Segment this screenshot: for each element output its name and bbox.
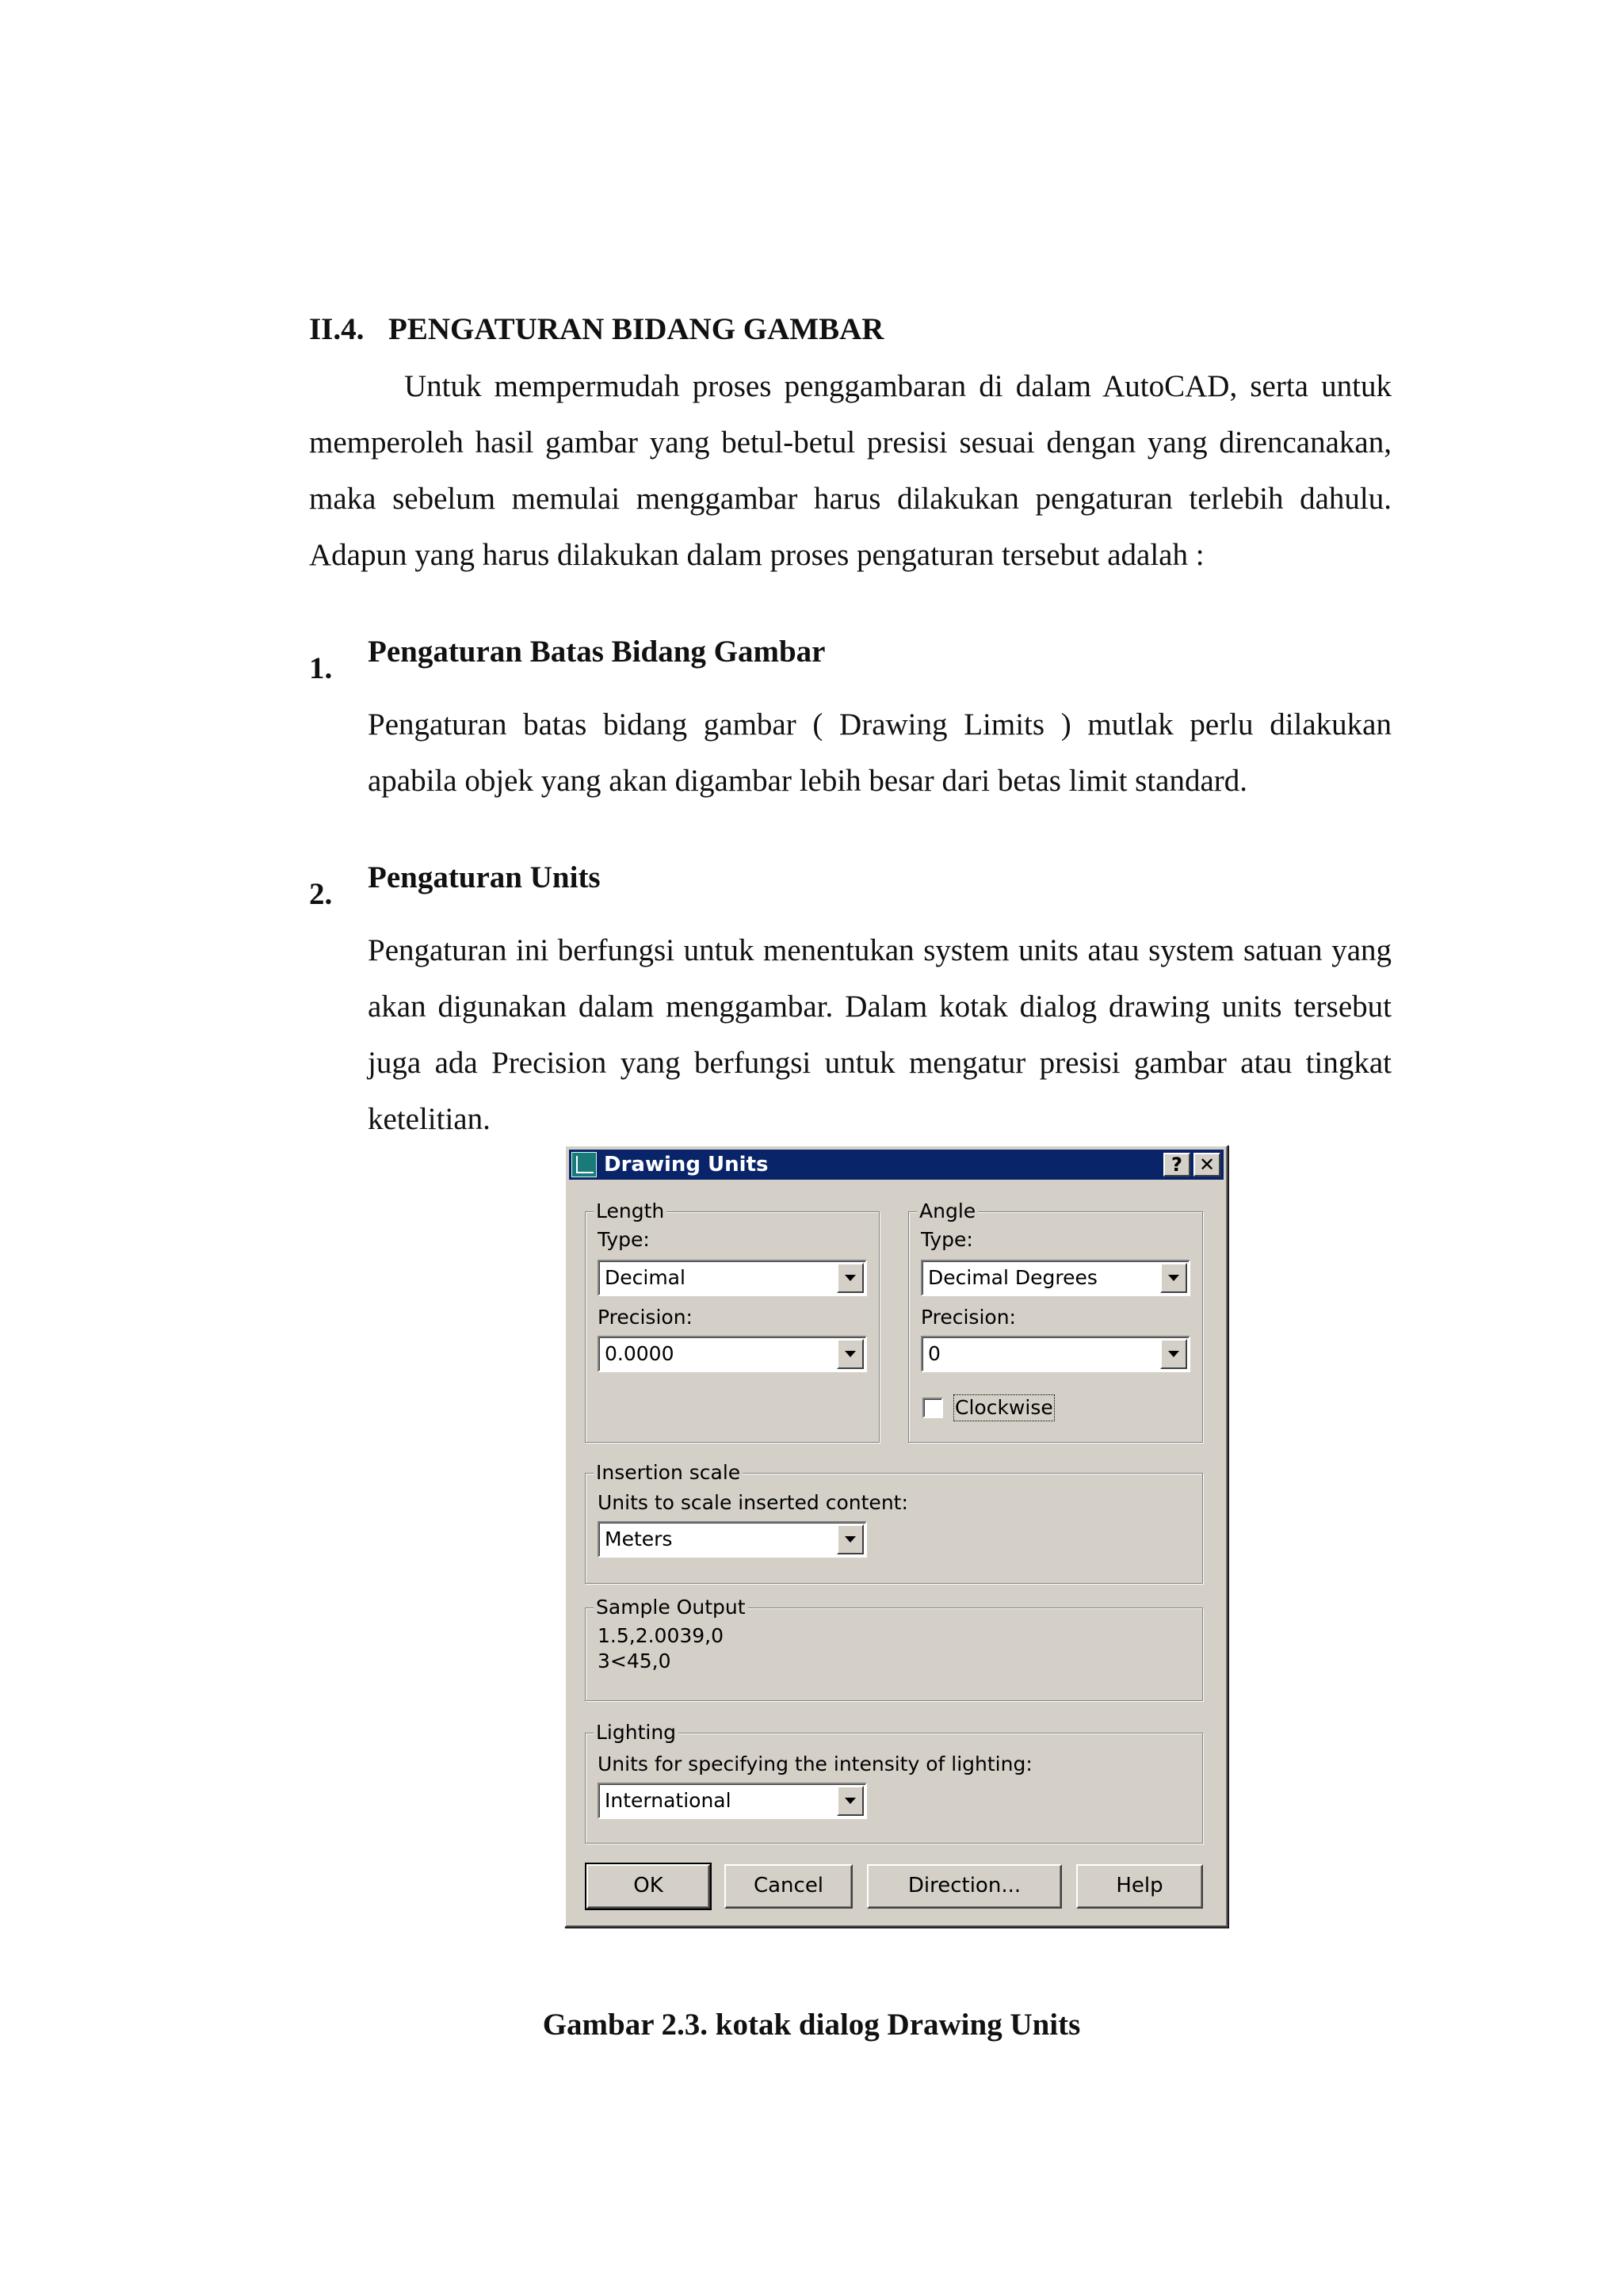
angle-legend: Angle: [917, 1199, 978, 1224]
insertion-scale-group: [585, 1461, 1203, 1584]
dialog-title: Drawing Units: [604, 1153, 769, 1177]
chevron-down-icon[interactable]: [1160, 1263, 1187, 1293]
chevron-down-icon[interactable]: [837, 1263, 864, 1293]
insertion-scale-legend: Insertion scale: [594, 1460, 743, 1486]
help-button[interactable]: Help: [1076, 1864, 1203, 1909]
insertion-scale-select[interactable]: [598, 1521, 867, 1558]
angle-precision-value: 0: [928, 1342, 941, 1365]
length-precision-label: Precision:: [598, 1306, 693, 1329]
lighting-group: [585, 1721, 1203, 1844]
angle-precision-select[interactable]: [921, 1336, 1190, 1372]
section-title: PENGATURAN BIDANG GAMBAR: [388, 312, 884, 346]
sample-output-line-2: 3<45,0: [598, 1650, 671, 1672]
length-type-value: Decimal: [605, 1266, 685, 1289]
length-precision-select[interactable]: [598, 1336, 867, 1372]
angle-type-select[interactable]: [921, 1260, 1190, 1296]
lighting-units-select[interactable]: [598, 1783, 867, 1819]
chevron-down-icon[interactable]: [837, 1339, 864, 1369]
item-2-body: Pengaturan ini berfungsi untuk menentukan system units atau system satuan yang akan digunakan dalam menggambar. Dalam kotak dialog drawing units tersebut juga ada Precision yang berfungsi untuk mengatur presisi gambar atau tingkat ketelitian.: [368, 933, 1392, 1136]
length-precision-value: 0.0000: [605, 1342, 674, 1365]
lighting-label: Units for specifying the intensity of lighting:: [598, 1753, 1033, 1775]
section-number: II.4.: [309, 312, 365, 346]
length-type-select[interactable]: [598, 1260, 867, 1296]
intro-paragraph: Untuk mempermudah proses penggambaran di dalam AutoCAD, serta untuk memperoleh hasil gambar yang betul-betul presisi sesuai dengan yang direncanakan, maka sebelum memulai menggambar harus dilakukan pengaturan terlebih dahulu. Adapun yang harus dilakukan dalam proses pengaturan tersebut adalah :: [309, 369, 1392, 572]
length-legend: Length: [594, 1199, 666, 1224]
length-group: [585, 1199, 880, 1443]
item-2-title: Pengaturan Units: [368, 860, 601, 894]
drawing-units-dialog: [564, 1145, 1228, 1928]
direction-button[interactable]: Direction...: [867, 1864, 1062, 1909]
chevron-down-icon[interactable]: [837, 1524, 864, 1554]
clockwise-label[interactable]: Clockwise: [955, 1396, 1053, 1419]
section-heading: [309, 301, 884, 357]
help-title-button[interactable]: ?: [1163, 1153, 1190, 1177]
item-1-body: Pengaturan batas bidang gambar ( Drawing Limits ) mutlak perlu dilakukan apabila objek yang akan digambar lebih besar dari betas limit standard.: [368, 707, 1392, 798]
close-icon[interactable]: ✕: [1193, 1153, 1220, 1177]
sample-output-line-1: 1.5,2.0039,0: [598, 1624, 724, 1647]
figure-caption: Gambar 2.3. kotak dialog Drawing Units: [542, 2008, 1081, 2042]
dialog-titlebar: [569, 1150, 1224, 1180]
lighting-legend: Lighting: [594, 1720, 678, 1745]
item-2-number: 2.: [309, 877, 333, 911]
chevron-down-icon[interactable]: [837, 1786, 864, 1816]
clockwise-checkbox[interactable]: [922, 1398, 943, 1418]
angle-type-value: Decimal Degrees: [928, 1266, 1098, 1289]
autocad-app-icon: [571, 1152, 597, 1177]
sample-output-group: [585, 1596, 1203, 1701]
item-1-number: 1.: [309, 651, 333, 685]
length-type-label: Type:: [598, 1228, 650, 1251]
insertion-scale-label: Units to scale inserted content:: [598, 1491, 908, 1514]
insertion-scale-value: Meters: [605, 1527, 673, 1550]
ok-button[interactable]: OK: [586, 1864, 710, 1909]
cancel-button[interactable]: Cancel: [724, 1864, 853, 1909]
angle-group: [908, 1199, 1203, 1443]
angle-type-label: Type:: [921, 1228, 973, 1251]
chevron-down-icon[interactable]: [1160, 1339, 1187, 1369]
lighting-units-value: International: [605, 1789, 731, 1812]
sample-output-legend: Sample Output: [594, 1595, 748, 1620]
item-1-title: Pengaturan Batas Bidang Gambar: [368, 635, 826, 669]
angle-precision-label: Precision:: [921, 1306, 1016, 1329]
